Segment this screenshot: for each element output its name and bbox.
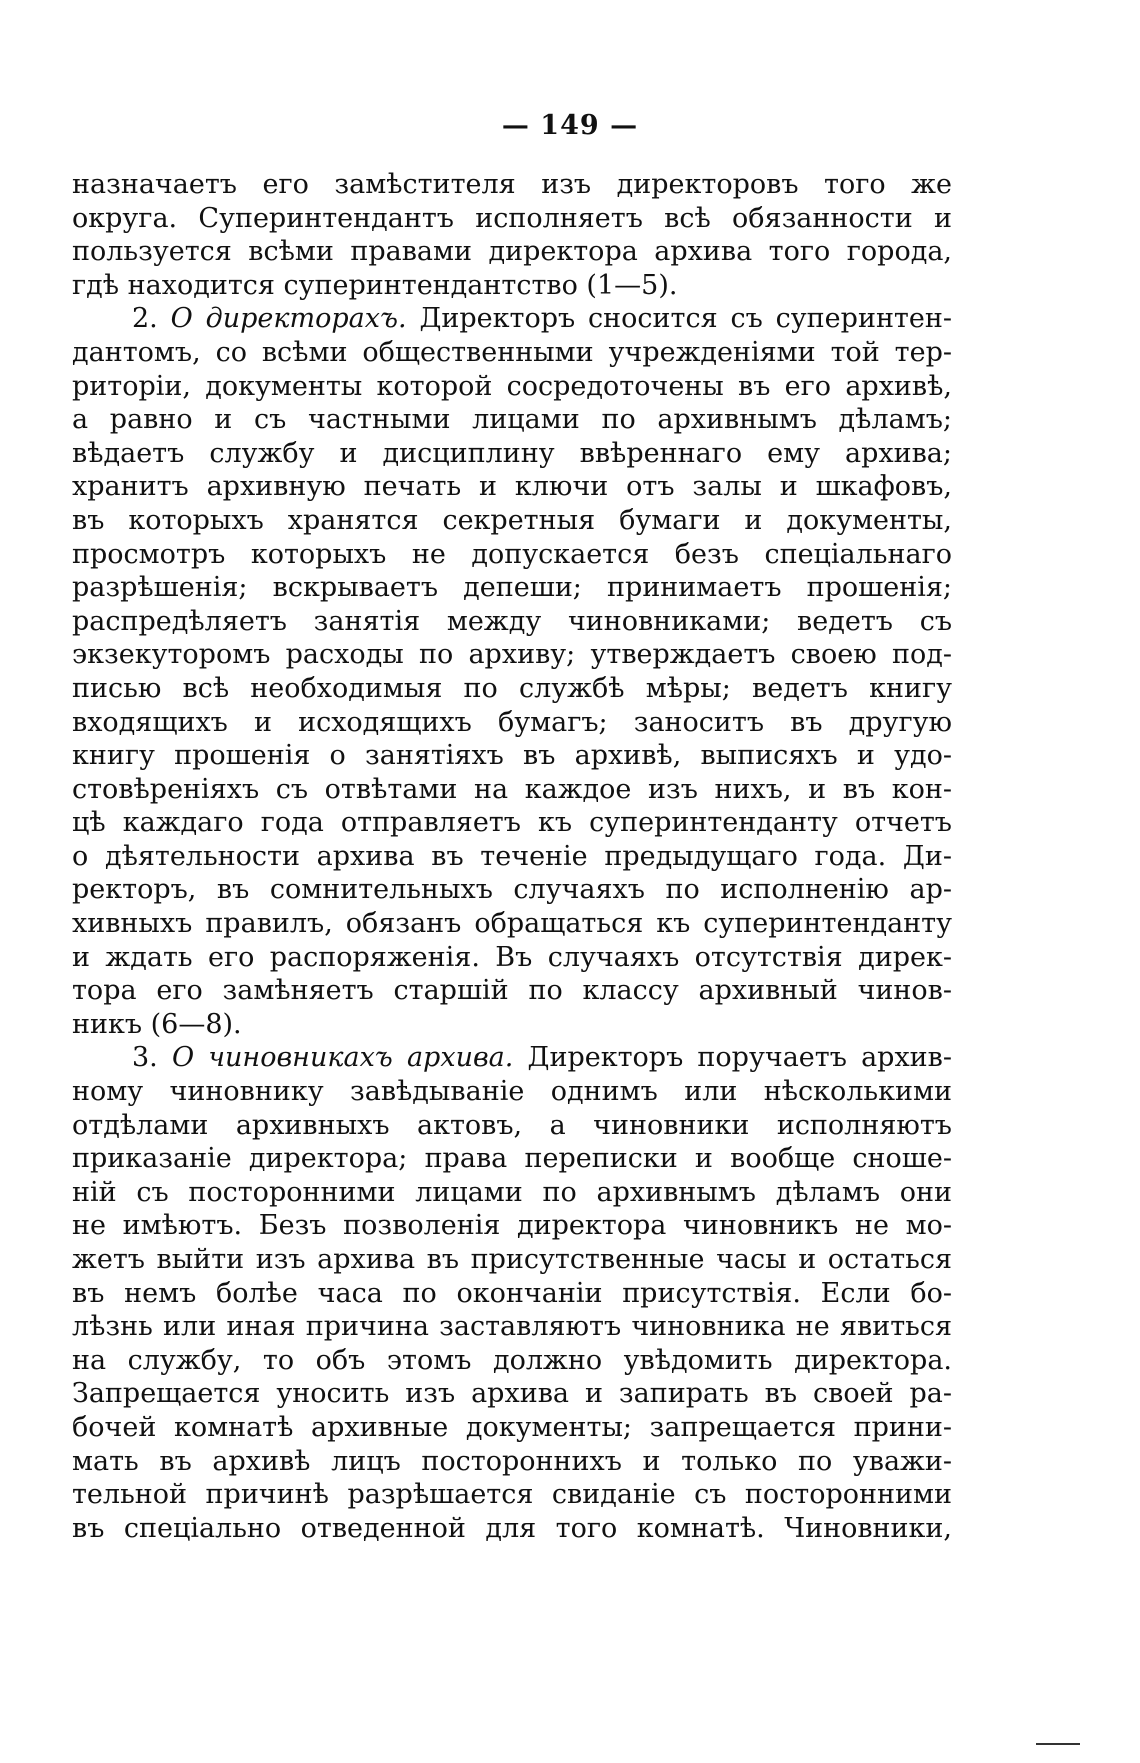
text-line: ному чиновнику завѣдываніе однимъ или нѣсколькими — [72, 1076, 952, 1108]
section-heading: О директорахъ. — [170, 303, 407, 335]
text-line: мать въ архивѣ лицъ постороннихъ и только по уважи- — [72, 1445, 952, 1477]
text-line: просмотръ которыхъ не допускается безъ спеціальнаго — [72, 538, 952, 570]
text-line: лѣзнь или иная причина заставляютъ чиновника не явиться — [72, 1311, 952, 1343]
text-line: Запрещается уносить изъ архива и запирать въ своей ра- — [72, 1378, 952, 1410]
text-line: вѣдаетъ службу и дисциплину ввѣреннаго ему архива; — [72, 437, 952, 469]
text-line: разрѣшенія; вскрываетъ депеши; принимаетъ прошенія; — [72, 572, 952, 604]
page-number: — 149 — — [501, 110, 639, 141]
text-line: а равно и съ частными лицами по архивнымъ дѣламъ; — [72, 404, 952, 436]
text-line: на службу, то объ этомъ должно увѣдомить директора. — [72, 1344, 952, 1376]
section-number: 3. — [132, 1042, 158, 1074]
text-line: писью всѣ необходимыя по службѣ мѣры; ведетъ книгу — [72, 672, 952, 704]
text-line: въ спеціально отведенной для того комнатѣ. Чиновники, — [72, 1512, 952, 1544]
text-line: цѣ каждаго года отправляетъ къ суперинтенданту отчетъ — [72, 807, 952, 839]
corner-mark — [1036, 1743, 1080, 1745]
text-line: никъ (6—8). — [72, 1008, 242, 1040]
section-heading-line-3 — [72, 1041, 952, 1075]
text-line: гдѣ находится суперинтендантство (1—5). — [72, 269, 678, 301]
text-line: и ждать его распоряженія. Въ случаяхъ отсутствія дирек- — [72, 941, 952, 973]
section-number: 2. — [132, 303, 158, 335]
text-line: округа. Суперинтендантъ исполняетъ всѣ обязанности и — [72, 202, 952, 234]
text-line: ректоръ, въ сомнительныхъ случаяхъ по исполненію ар- — [72, 874, 952, 906]
text-line: стовѣреніяхъ съ отвѣтами на каждое изъ нихъ, и въ кон- — [72, 773, 952, 805]
text-line: въ которыхъ хранятся секретныя бумаги и документы, — [72, 504, 952, 536]
text-line: назначаетъ его замѣстителя изъ директоровъ того же — [72, 169, 952, 200]
section-text: Директоръ поручаетъ архив- — [527, 1042, 952, 1074]
text-line: распредѣляетъ занятія между чиновниками; ведетъ съ — [72, 605, 952, 637]
section-heading-line-2 — [72, 302, 952, 336]
text-line: экзекуторомъ расходы по архиву; утверждаетъ своею под- — [72, 639, 952, 671]
text-line: приказаніе директора; права переписки и вообще сноше- — [72, 1143, 952, 1175]
body-text — [72, 168, 952, 1545]
text-line: жетъ выйти изъ архива въ присутственные часы и остаться — [72, 1244, 952, 1275]
text-line: отдѣлами архивныхъ актовъ, а чиновники исполняютъ — [72, 1109, 952, 1141]
text-line: пользуется всѣми правами директора архива того города, — [72, 236, 952, 268]
text-line: бочей комнатѣ архивные документы; запрещается прини- — [72, 1411, 952, 1443]
text-line: хранитъ архивную печать и ключи отъ залы и шкафовъ, — [72, 471, 952, 503]
text-line: не имѣютъ. Безъ позволенія директора чиновникъ не мо- — [72, 1210, 952, 1242]
text-line: дантомъ, со всѣми общественными учрежденіями той тер- — [72, 336, 952, 368]
text-line: риторіи, документы которой сосредоточены въ его архивѣ, — [72, 370, 952, 402]
text-line: хивныхъ правилъ, обязанъ обращаться къ суперинтенданту — [72, 908, 952, 940]
text-line: ній съ посторонними лицами по архивнымъ дѣламъ они — [72, 1176, 952, 1208]
text-line: тельной причинѣ разрѣшается свиданіе съ посторонними — [72, 1479, 952, 1511]
text-line: въ немъ болѣе часа по окончаніи присутствія. Если бо- — [72, 1277, 952, 1309]
text-line: тора его замѣняетъ старшій по классу архивный чинов- — [72, 975, 952, 1007]
section-text: Директоръ сносится съ суперинтен- — [419, 303, 952, 335]
text-line: входящихъ и исходящихъ бумагъ; заноситъ въ другую — [72, 706, 952, 738]
text-line: о дѣятельности архива въ теченіе предыдущаго года. Ди- — [72, 840, 952, 872]
text-line: книгу прошенія о занятіяхъ въ архивѣ, выписяхъ и удо- — [72, 740, 952, 772]
section-heading: О чиновникахъ архива. — [171, 1042, 514, 1074]
